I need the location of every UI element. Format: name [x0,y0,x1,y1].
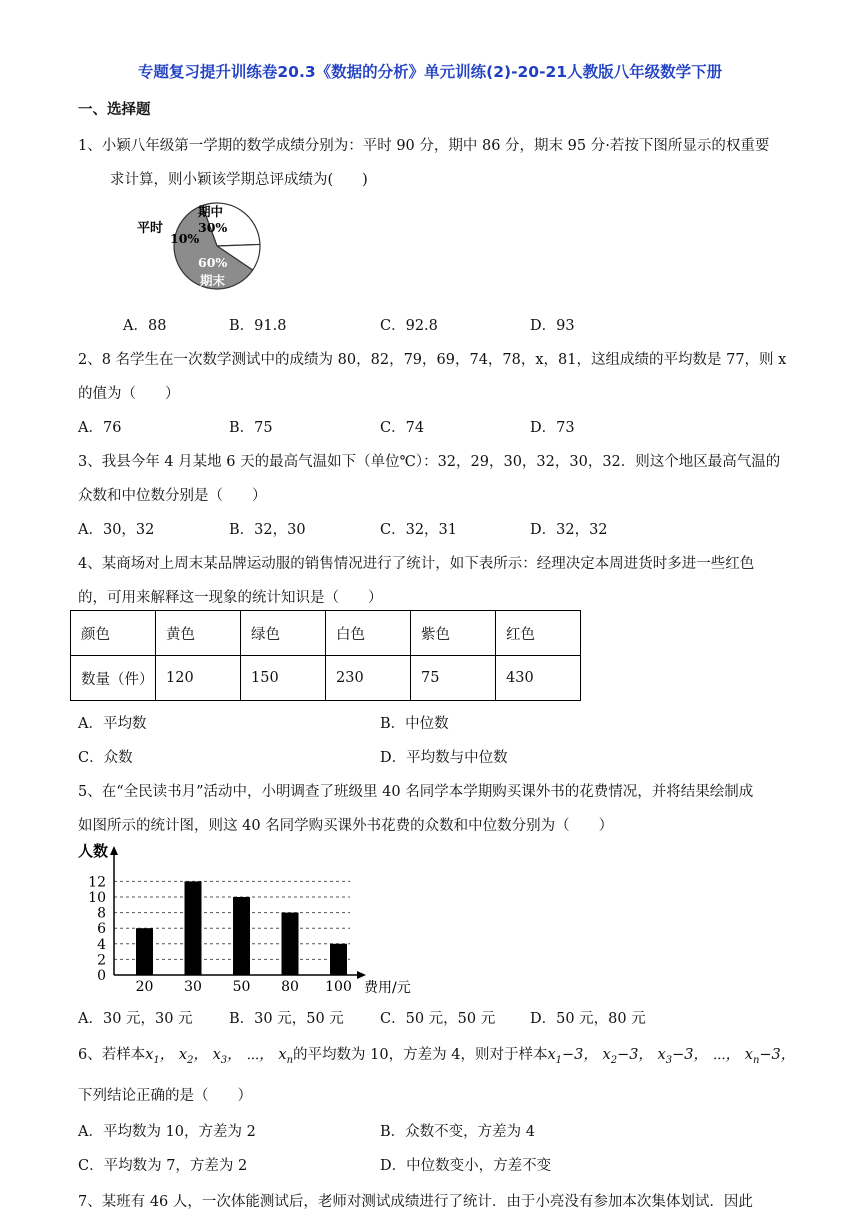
q1-option-d: D．93 [530,318,575,334]
table-cell: 绿色 [241,611,326,656]
q6-line1 [78,1043,795,1066]
q6-option-b: B．众数不变，方差为 4 [380,1124,535,1140]
q3-option-a: A．30，32 [78,522,155,538]
pie-label-pingshi: 平时 [137,221,164,236]
q7-line1: 7、某班有 46 人，一次体能测试后，老师对测试成绩进行了统计．由于小亮没有参加本次集体划试．因此 [78,1194,753,1210]
table-cell: 紫色 [411,611,496,656]
y-tick-label: 12 [88,874,106,891]
q1-option-c: C．92.8 [380,318,438,334]
x-tick-label: 50 [232,979,251,995]
q5-option-b: B．30 元，50 元 [229,1011,344,1027]
y-axis-label: 人数 [78,842,109,860]
q4-line1: 4、某商场对上周末某品牌运动服的销售情况进行了统计，如下表所示：经理决定本周进货时多进一些红色 [78,556,755,572]
y-tick-label: 4 [97,936,106,953]
pie-label-qimo: 期末 [200,273,226,288]
x-tick-label: 100 [325,979,352,995]
q2-option-d: D．73 [530,420,575,436]
pie-pct-pingshi: 10% [170,231,200,246]
q3-line1: 3、我县今年 4 月某地 6 天的最高气温如下（单位℃）：32，29，30，32，30，32．则这个地区最高气温的 [78,454,781,470]
q3-option-b: B．32，30 [229,522,306,538]
q3-line2: 众数和中位数分别是（ ） [78,488,267,504]
q6-option-c: C．平均数为 7，方差为 2 [78,1158,248,1174]
x-tick-label: 20 [135,979,154,995]
table-cell: 230 [326,656,411,701]
table-cell: 120 [156,656,241,701]
table-cell: 75 [411,656,496,701]
q5-line1: 5、在“全民读书月”活动中，小明调查了班级里 40 名同学本学期购买课外书的花费情况，并将结果绘制成 [78,784,754,800]
x-tick-labels [136,979,352,995]
spending-bar-chart [70,838,430,998]
q2-option-a: A．76 [78,420,122,436]
table-cell: 430 [496,656,581,701]
q4-option-a: A．平均数 [78,716,147,732]
y-tick-label: 8 [97,905,106,922]
y-tick-label: 10 [88,890,106,906]
table-cell: 颜色 [71,611,156,656]
x-tick-label: 80 [281,979,299,995]
q2-line2: 的值为（ ） [78,386,180,402]
q5-option-d: D．50 元，80 元 [530,1011,646,1027]
q2-line1: 2、8 名学生在一次数学测试中的成绩为 80，82，79，69，74，78，x，81，这组成绩的平均数是 77，则 x [78,352,787,368]
x-axis-arrow [357,971,366,979]
y-axis-arrow [110,846,118,855]
q3-option-c: C．32，31 [380,522,457,538]
q6-option-a: A．平均数为 10，方差为 2 [78,1124,256,1140]
q6-shifted-sample-expr: $x_1-3$， $x_2-3$， $x_3-3$， ⋯， $x_n-3$， [547,1047,796,1066]
document-title: 专题复习提升训练卷20.3《数据的分析》单元训练(2)-20-21人教版八年级数学下册 [137,63,723,81]
table-cell: 数量（件） [71,656,156,701]
section-heading: 一、选择题 [78,102,151,118]
bar-30 [185,881,202,975]
x-axis-label: 费用/元 [364,980,411,996]
sales-table [70,610,581,701]
q4-option-c: C．众数 [78,750,133,766]
q6-mid: 的平均数为 10，方差为 4，则对于样本 [293,1047,548,1063]
q4-option-d: D．平均数与中位数 [380,750,508,766]
q4-line2: 的，可用来解释这一现象的统计知识是（ ） [78,590,383,606]
q6-option-d: D．中位数变小，方差不变 [380,1158,552,1174]
q4-option-b: B．中位数 [380,716,449,732]
bars [136,881,347,975]
pie-label-qizhong: 期中 [198,204,224,219]
table-row [71,656,581,701]
x-tick-label: 30 [184,979,202,995]
bar-100 [330,944,347,975]
pie-pct-qizhong: 30% [198,220,228,235]
y-tick-label: 2 [97,952,106,969]
bar-50 [233,897,250,975]
table-cell: 白色 [326,611,411,656]
table-row [71,611,581,656]
y-tick-label: 6 [97,921,106,938]
y-tick-label: 0 [97,968,106,984]
y-tick-labels [88,874,106,984]
table-cell: 150 [241,656,326,701]
q1-line2: 求计算，则小颖该学期总评成绩为( ) [110,172,368,188]
q1-option-a: A．88 [123,318,167,334]
q1-option-b: B．91.8 [229,318,287,334]
q6-line2: 下列结论正确的是（ ） [78,1088,252,1104]
bar-20 [136,928,153,975]
q6-prefix: 6、若样本 [78,1047,146,1063]
q1-line1: 1、小颖八年级第一学期的数学成绩分别为：平时 90 分，期中 86 分，期末 95 分·若按下图所显示的权重要 [78,138,770,154]
q5-option-a: A．30 元，30 元 [78,1011,193,1027]
q6-sample-expr: $x_1$， $x_2$， $x_3$， ⋯， $x_n$ [145,1047,294,1066]
pie-pct-qimo: 60% [198,255,228,270]
q3-option-d: D．32，32 [530,522,608,538]
q2-option-b: B．75 [229,420,273,436]
q5-line2: 如图所示的统计图，则这 40 名同学购买课外书花费的众数和中位数分别为（ ） [78,818,614,834]
q2-option-c: C．74 [380,420,425,436]
table-cell: 红色 [496,611,581,656]
bar-80 [282,913,299,975]
weight-pie-chart [130,196,270,296]
table-cell: 黄色 [156,611,241,656]
q5-option-c: C．50 元，50 元 [380,1011,496,1027]
